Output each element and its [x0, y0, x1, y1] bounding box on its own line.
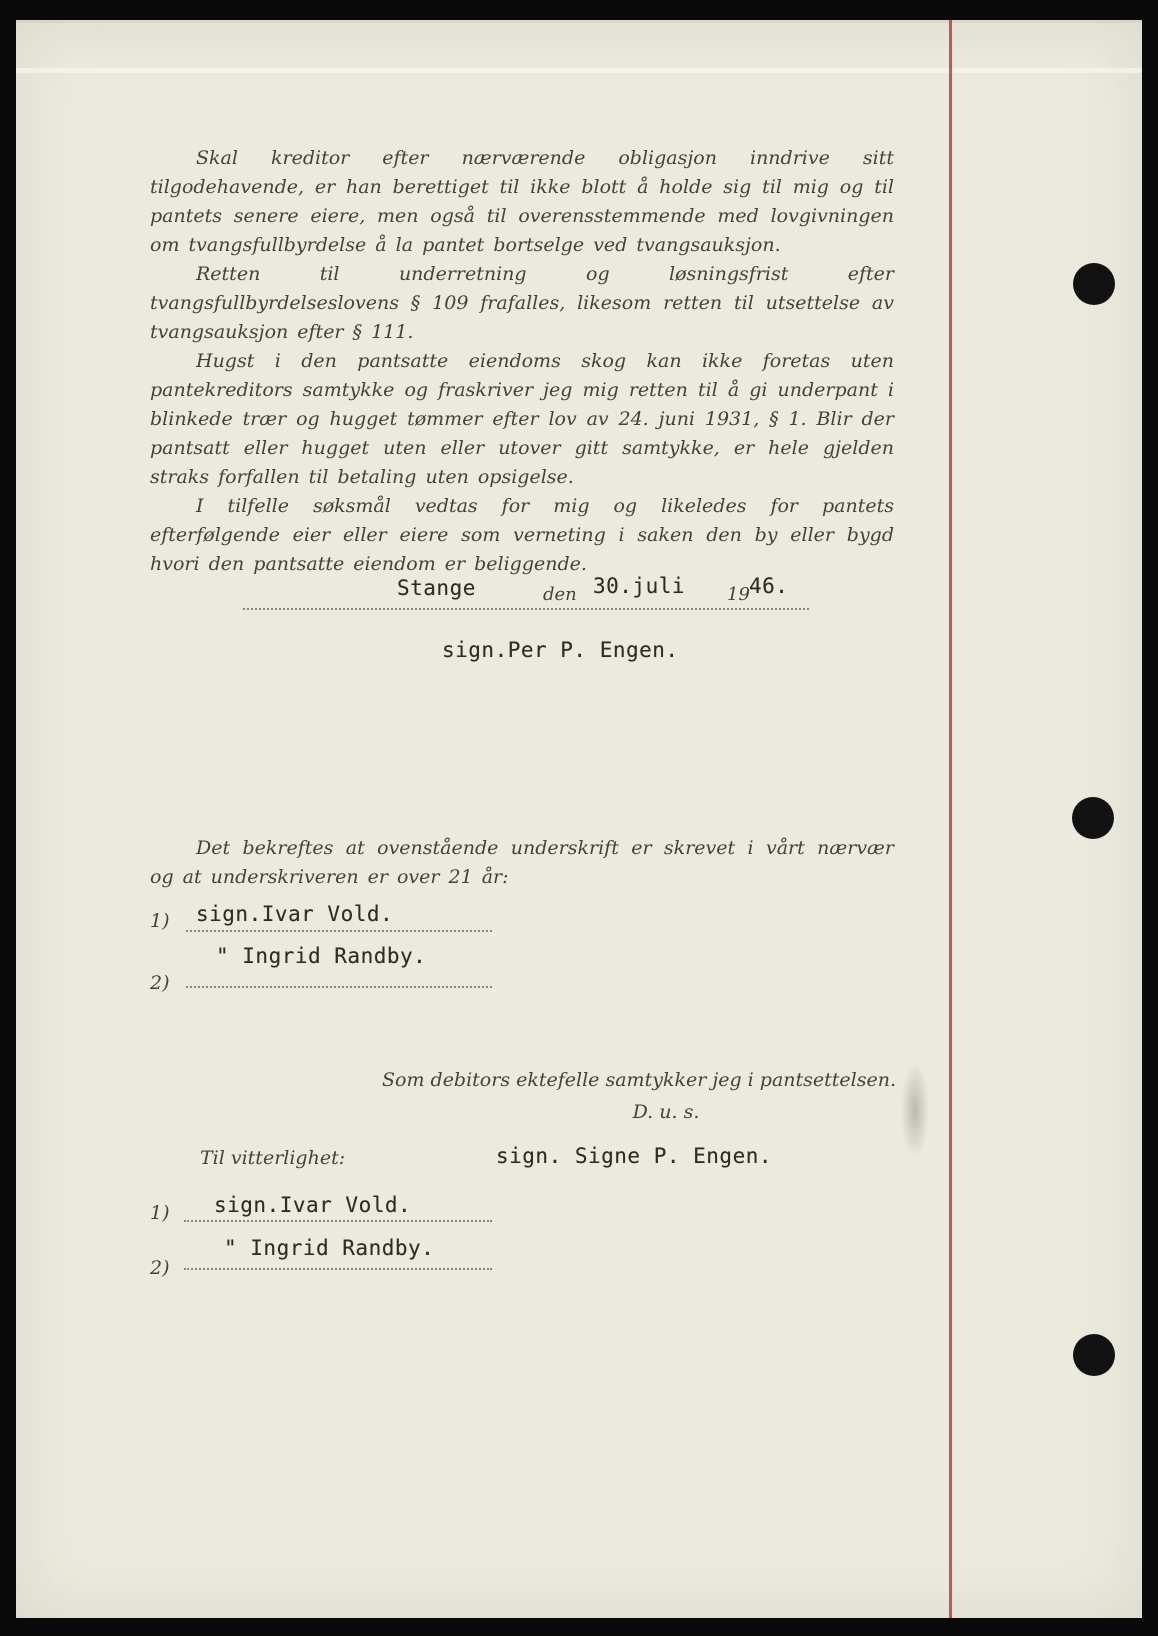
witness2-signature: " Ingrid Randby. — [216, 944, 427, 968]
bottom-witness2-number: 2) — [150, 1257, 170, 1279]
vitterlighet-label: Til vitterlighet: — [200, 1147, 346, 1169]
witness1-signature-line — [186, 930, 492, 932]
bottom-witness2-signature-line — [184, 1268, 492, 1270]
witness1-number: 1) — [150, 910, 170, 932]
dus-abbreviation: D. u. s. — [632, 1101, 700, 1123]
printed-den-label: den — [543, 584, 577, 605]
attestation-text — [150, 834, 894, 892]
attestation-paragraph: Det bekreftes at ovenstående underskrift er skrevet i vårt nærvær og at underskriveren er over 21 år: — [150, 837, 894, 888]
punch-hole — [1073, 263, 1115, 305]
bottom-witness1-signature: sign.Ivar Vold. — [214, 1193, 412, 1217]
witness2-signature-line — [186, 986, 492, 988]
date-year: 46. — [749, 574, 789, 598]
clause-paragraph: Retten til underretning og løsningsfrist efter tvangsfullbyrdelseslovens § 109 frafalles, likesom retten til utsettelse av tvangsauksjon efter § 111. — [150, 263, 894, 343]
witness2-number: 2) — [150, 972, 170, 994]
debtor-signature: sign.Per P. Engen. — [442, 638, 679, 662]
clause-paragraph: I tilfelle søksmål vedtas for mig og likeledes for pantets efterfølgende eier eller eiere som verneting i saken den by eller bygd hvori den pantsatte eiendom er beliggende. — [150, 495, 894, 575]
date-place: Stange — [397, 576, 476, 600]
obligation-clauses — [150, 144, 894, 579]
red-margin-line — [949, 20, 952, 1618]
spouse-consent-text: Som debitors ektefelle samtykker jeg i pantsettelsen. — [382, 1069, 896, 1091]
ink-smudge-artifact — [900, 1060, 930, 1160]
date-day-month: 30.juli — [593, 574, 686, 598]
witness1-signature: sign.Ivar Vold. — [196, 902, 394, 926]
spouse-signature: sign. Signe P. Engen. — [496, 1144, 773, 1168]
scan-artifact-line — [16, 68, 1142, 73]
bottom-witness1-signature-line — [184, 1220, 492, 1222]
clause-paragraph: Skal kreditor efter nærværende obligasjon inndrive sitt tilgodehavende, er han berettiget til ikke blott å holde sig til mig og til pantets senere eiere, men også til overensstemmende med lovgivningen om tvangsfullbyrdelse å la pantet bortselge ved tvangsauksjon. — [150, 147, 894, 256]
punch-hole — [1072, 797, 1114, 839]
bottom-witness2-signature: " Ingrid Randby. — [224, 1236, 435, 1260]
clause-paragraph: Hugst i den pantsatte eiendoms skog kan ikke foretas uten pantekreditors samtykke og fraskriver jeg mig retten til å gi underpant i blinkede trær og hugget tømmer efter lov av 24. juni 1931, § 1. Blir der pantsatt eller hugget uten eller utover gitt samtykke, er hele gjelden straks forfallen til betaling uten opsigelse. — [150, 350, 894, 488]
document-page — [16, 20, 1142, 1618]
bottom-witness1-number: 1) — [150, 1202, 170, 1224]
printed-year-prefix: 19 — [727, 584, 750, 605]
punch-hole — [1073, 1334, 1115, 1376]
date-line — [243, 568, 809, 610]
